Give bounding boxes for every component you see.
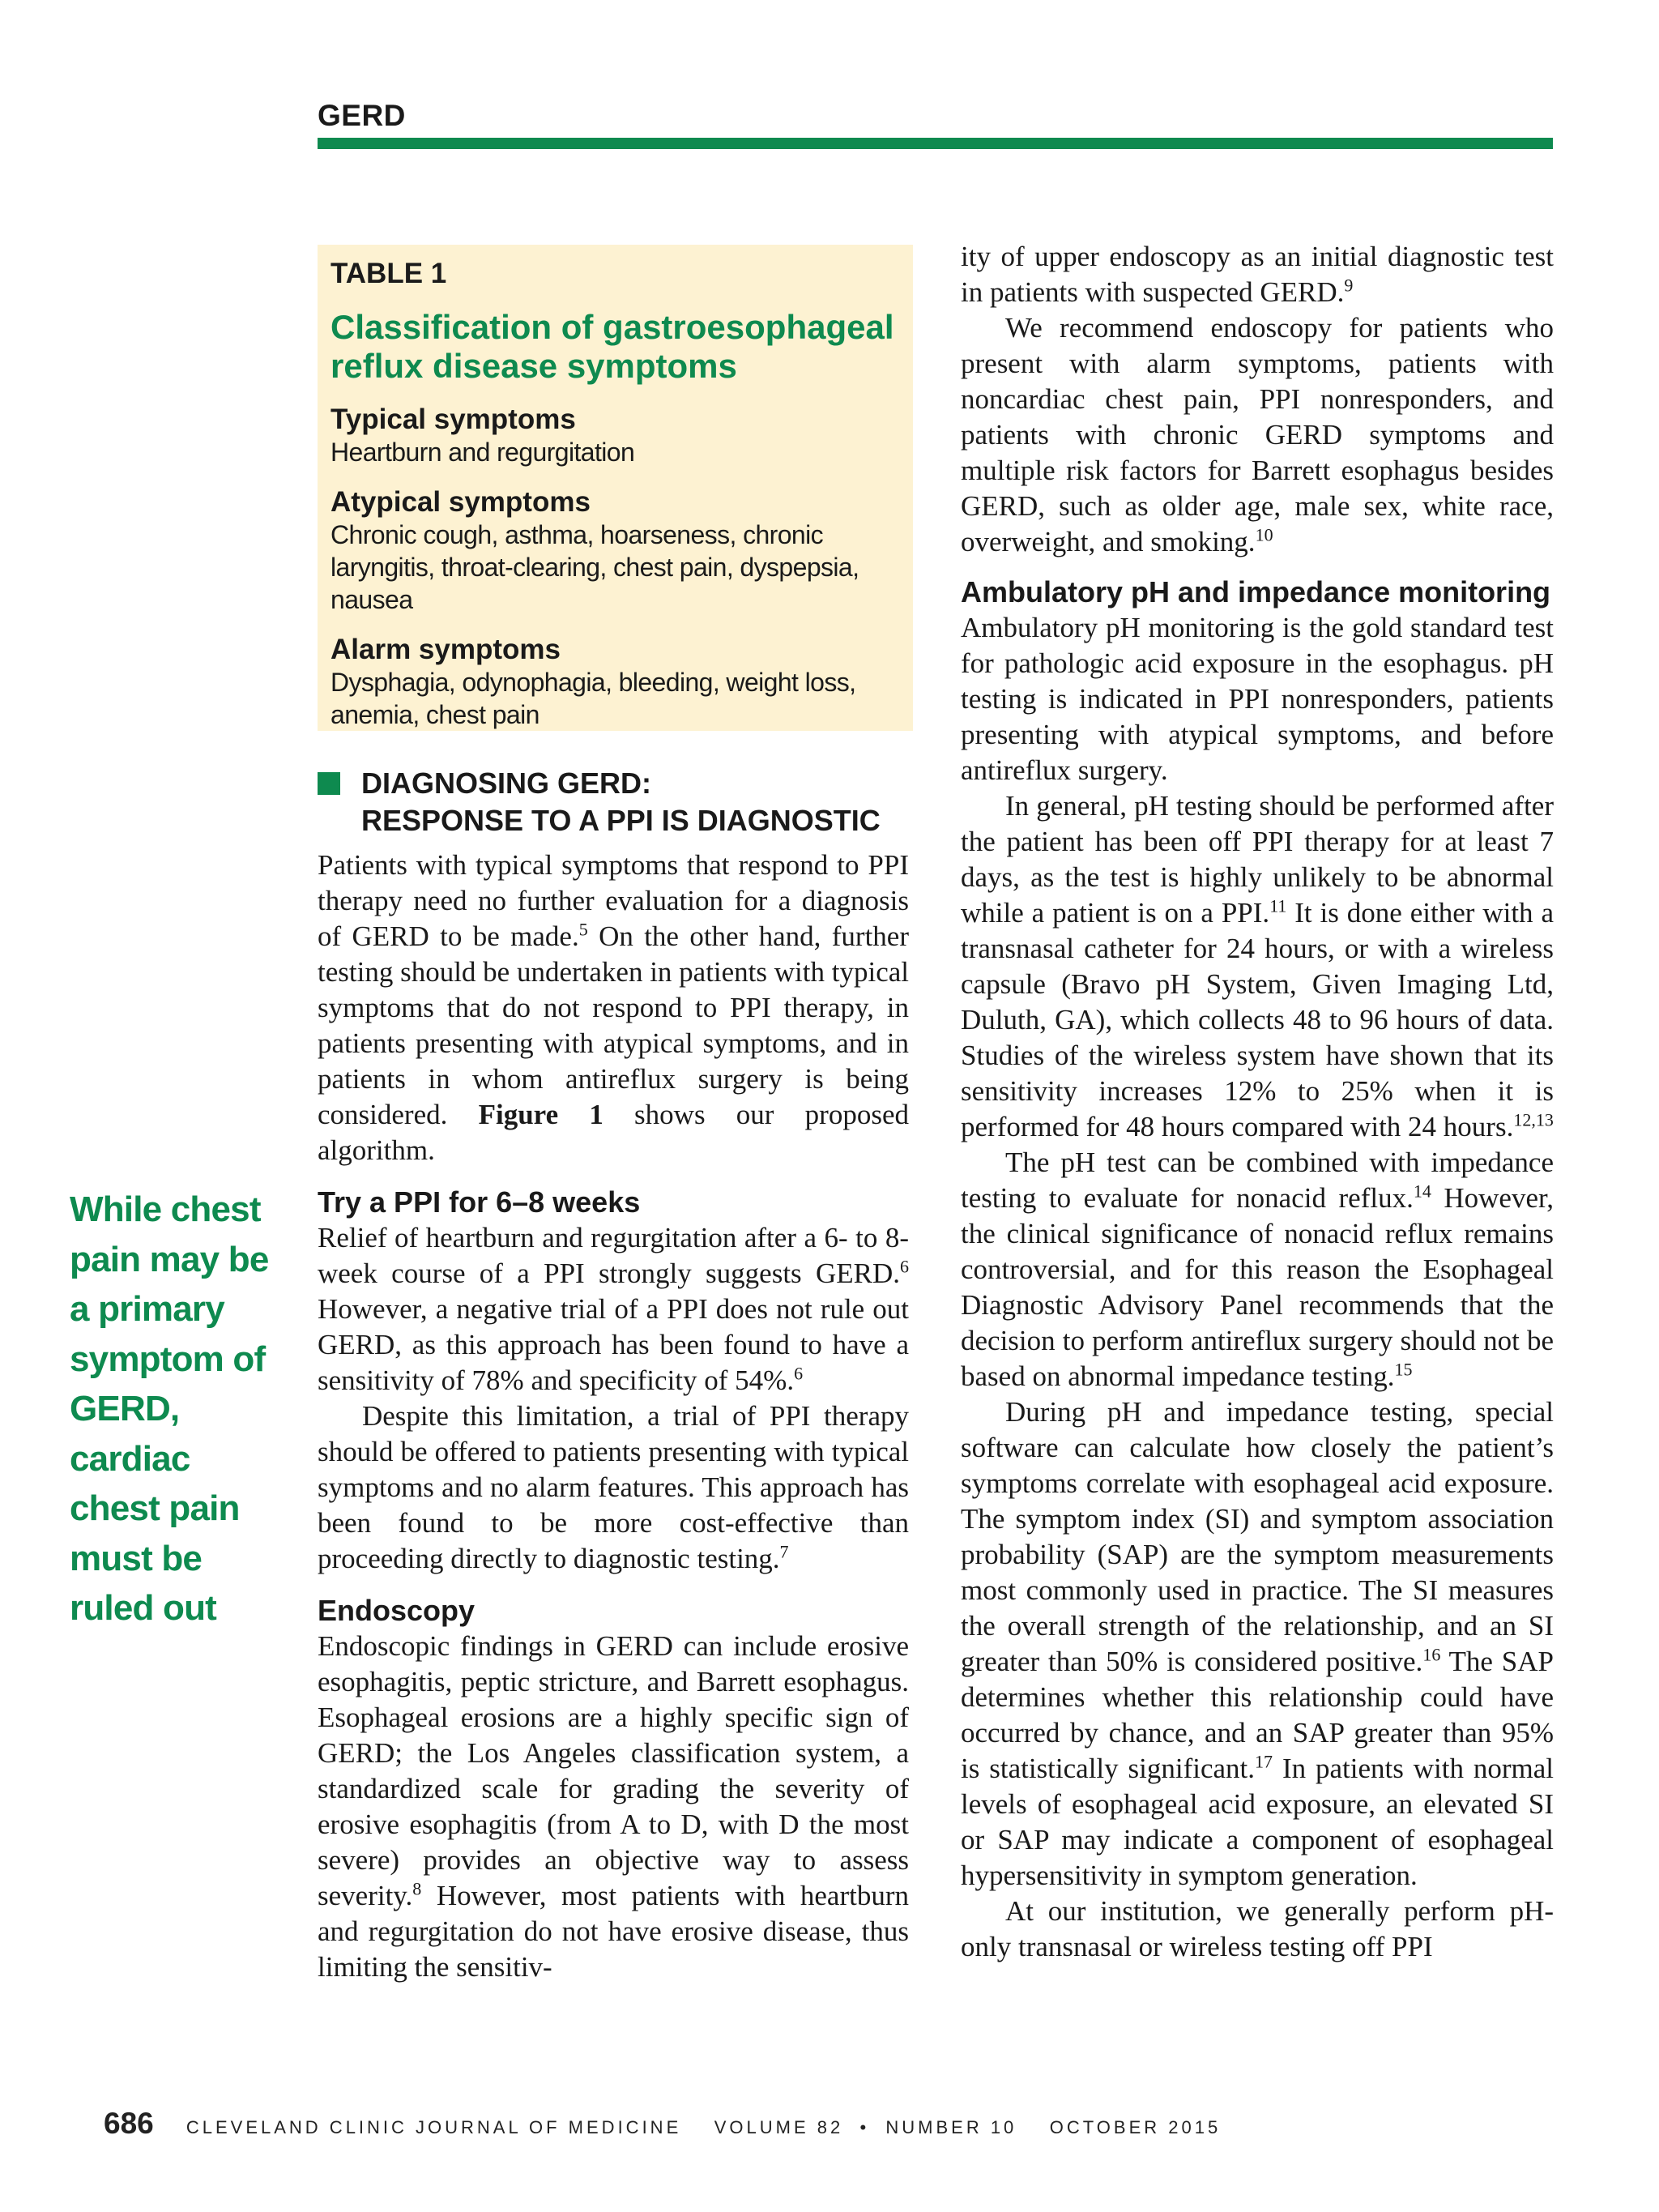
typical-symptoms-heading: Typical symptoms xyxy=(331,404,576,435)
typical-symptoms-text: Heartburn and regurgitation xyxy=(331,438,635,467)
paragraph-ppi-1: Relief of heartburn and regurgitation after a 6- to 8-week course of a PPI strongly suggests GERD.$^6$ However, a negative trial of a PPI does not rule out GERD, as this approach has been found to have a sensitivity of 78% and specificity of 54%.$^6$ xyxy=(318,1222,909,1396)
paragraph-ambulatory-4: During pH and impedance testing, special software can calculate how closely the patient’s symptoms correlate with esophageal acid exposure. The symptom index (SI) and symptom association probability (SAP) are the symptom measurements most commonly used in practice. The SI measures the overall strength of the relationship, and an SI greater than 50% is considered positive.$^{16}$ The SAP determines whether this relationship could have occurred by chance, and an SAP greater than 95% is statistically significant.$^{17}$ In patients with normal levels of esophageal acid exposure, an elevated SI or SAP may indicate a component of esophageal hypersensitivity in symptom generation. xyxy=(961,1396,1554,1891)
paragraph-ambulatory-3: The pH test can be combined with impedance testing to evaluate for nonacid reflux.$^{14}$ However, the clinical significance of nonacid reflux remains controversial, and for this reason the Esophageal Diagnostic Advisory Panel recommends that the decision to perform antireflux surgery should not be based on abnormal impedance testing.$^{15}$ xyxy=(961,1147,1555,1392)
header-rule xyxy=(318,138,1553,149)
paragraph-ambulatory-2: In general, pH testing should be performed after the patient has been off PPI therapy for at least 7 days, as the test is highly unlikely to be abnormal while a patient is on a PPI.$^{11}$ It is done either with a transnasal catheter for 24 hours, or with a wireless capsule (Bravo pH System, Given Imaging Ltd, Duluth, GA), which collects 48 to 96 hours of data. Studies of the wireless system have shown that its sensitivity increases 12% to 25% when it is performed for 48 hours compared with 24 hours.$^{12,13}$ xyxy=(961,790,1554,1142)
section-square-icon xyxy=(318,772,340,795)
left-column xyxy=(318,765,909,1985)
section-heading-line-1: DIAGNOSING GERD: xyxy=(361,767,652,800)
journal-number: NUMBER 10 xyxy=(885,2117,1017,2137)
paragraph-endoscopy-1: Endoscopic findings in GERD can include erosive esophagitis, peptic stricture, and Barrett esophagus. Esophageal erosions are a highly specific sign of GERD; the Los Angeles classification system, a standardized scale for grading the severity of erosive esophagitis (from A to D, with D the most severe) provides an objective way to assess severity.$^8$ However, most patients with heartburn and regurgitation do not have erosive disease, thus limiting the sensitiv- xyxy=(318,1630,909,1983)
paragraph-endoscopy-2: We recommend endoscopy for patients who present with alarm symptoms, patients with noncardiac chest pain, PPI nonresponders, and patients with chronic GERD symptoms and multiple risk factors for Barrett esophagus besides GERD, such as older age, male sex, white race, overweight, and smoking.$^{10}$ xyxy=(961,312,1554,557)
journal-name: CLEVELAND CLINIC JOURNAL OF MEDICINE xyxy=(186,2117,682,2137)
atypical-symptoms-heading: Atypical symptoms xyxy=(331,486,591,518)
subheading-endoscopy: Endoscopy xyxy=(318,1594,476,1627)
figure-1-reference[interactable]: Figure 1 xyxy=(478,1099,603,1130)
running-header: GERD xyxy=(318,99,406,132)
alarm-symptoms-heading: Alarm symptoms xyxy=(331,634,561,665)
table-label: TABLE 1 xyxy=(331,258,447,289)
pull-quote: While chest pain may be a primary symptom of GERD, cardiac chest pain must be ruled out xyxy=(70,1189,269,1628)
paragraph-endoscopy-1-continued: ity of upper endoscopy as an initial diagnostic test in patients with suspected GERD.$^9$ xyxy=(961,241,1554,308)
table-title: Classification of gastroesophageal reflux disease symptoms xyxy=(331,308,894,385)
subheading-ambulatory-ph: Ambulatory pH and impedance monitoring xyxy=(961,575,1551,609)
paragraph-ambulatory-5: At our institution, we generally perform pH-only transnasal or wireless testing off PPI xyxy=(961,1895,1554,1962)
table-1-box xyxy=(318,245,913,731)
footer-bullet: • xyxy=(859,2117,870,2137)
section-heading-diagnosing xyxy=(318,765,909,839)
subheading-ppi-trial: Try a PPI for 6–8 weeks xyxy=(318,1185,641,1219)
section-heading-line-2: RESPONSE TO A PPI IS DIAGNOSTIC xyxy=(361,804,881,837)
right-column xyxy=(961,239,1554,1965)
alarm-symptoms-text: Dysphagia, odynophagia, bleeding, weight loss, anemia, chest pain xyxy=(331,668,856,729)
paragraph-diagnosing: Patients with typical symptoms that respond to PPI therapy need no further evaluation for a diagnosis of GERD to be made.$^5$ On the other hand, further testing should be undertaken in patients with typical symptoms that do not respond to PPI therapy, in patients presenting with atypical symptoms, and in patients in whom antireflux surgery is being considered. Figure 1 shows our proposed algorithm. xyxy=(318,849,909,1166)
page-number: 686 xyxy=(104,2107,154,2140)
journal-date: OCTOBER 2015 xyxy=(1049,2117,1222,2137)
paragraph-ambulatory-1: Ambulatory pH monitoring is the gold standard test for pathologic acid exposure in the esophagus. pH testing is indicated in PPI nonresponders, patients presenting with atypical symptoms, and before antireflux surgery. xyxy=(961,612,1554,786)
journal-volume: VOLUME 82 xyxy=(714,2117,844,2137)
atypical-symptoms-text: Chronic cough, asthma, hoarseness, chronic laryngitis, throat-clearing, chest pain, dyspepsia, nausea xyxy=(331,520,859,614)
paragraph-ppi-2: Despite this limitation, a trial of PPI therapy should be offered to patients presenting with typical symptoms and no alarm features. This approach has been found to be more cost-effective than proceeding directly to diagnostic testing.$^7$ xyxy=(318,1400,909,1574)
page-footer xyxy=(104,2107,1221,2141)
